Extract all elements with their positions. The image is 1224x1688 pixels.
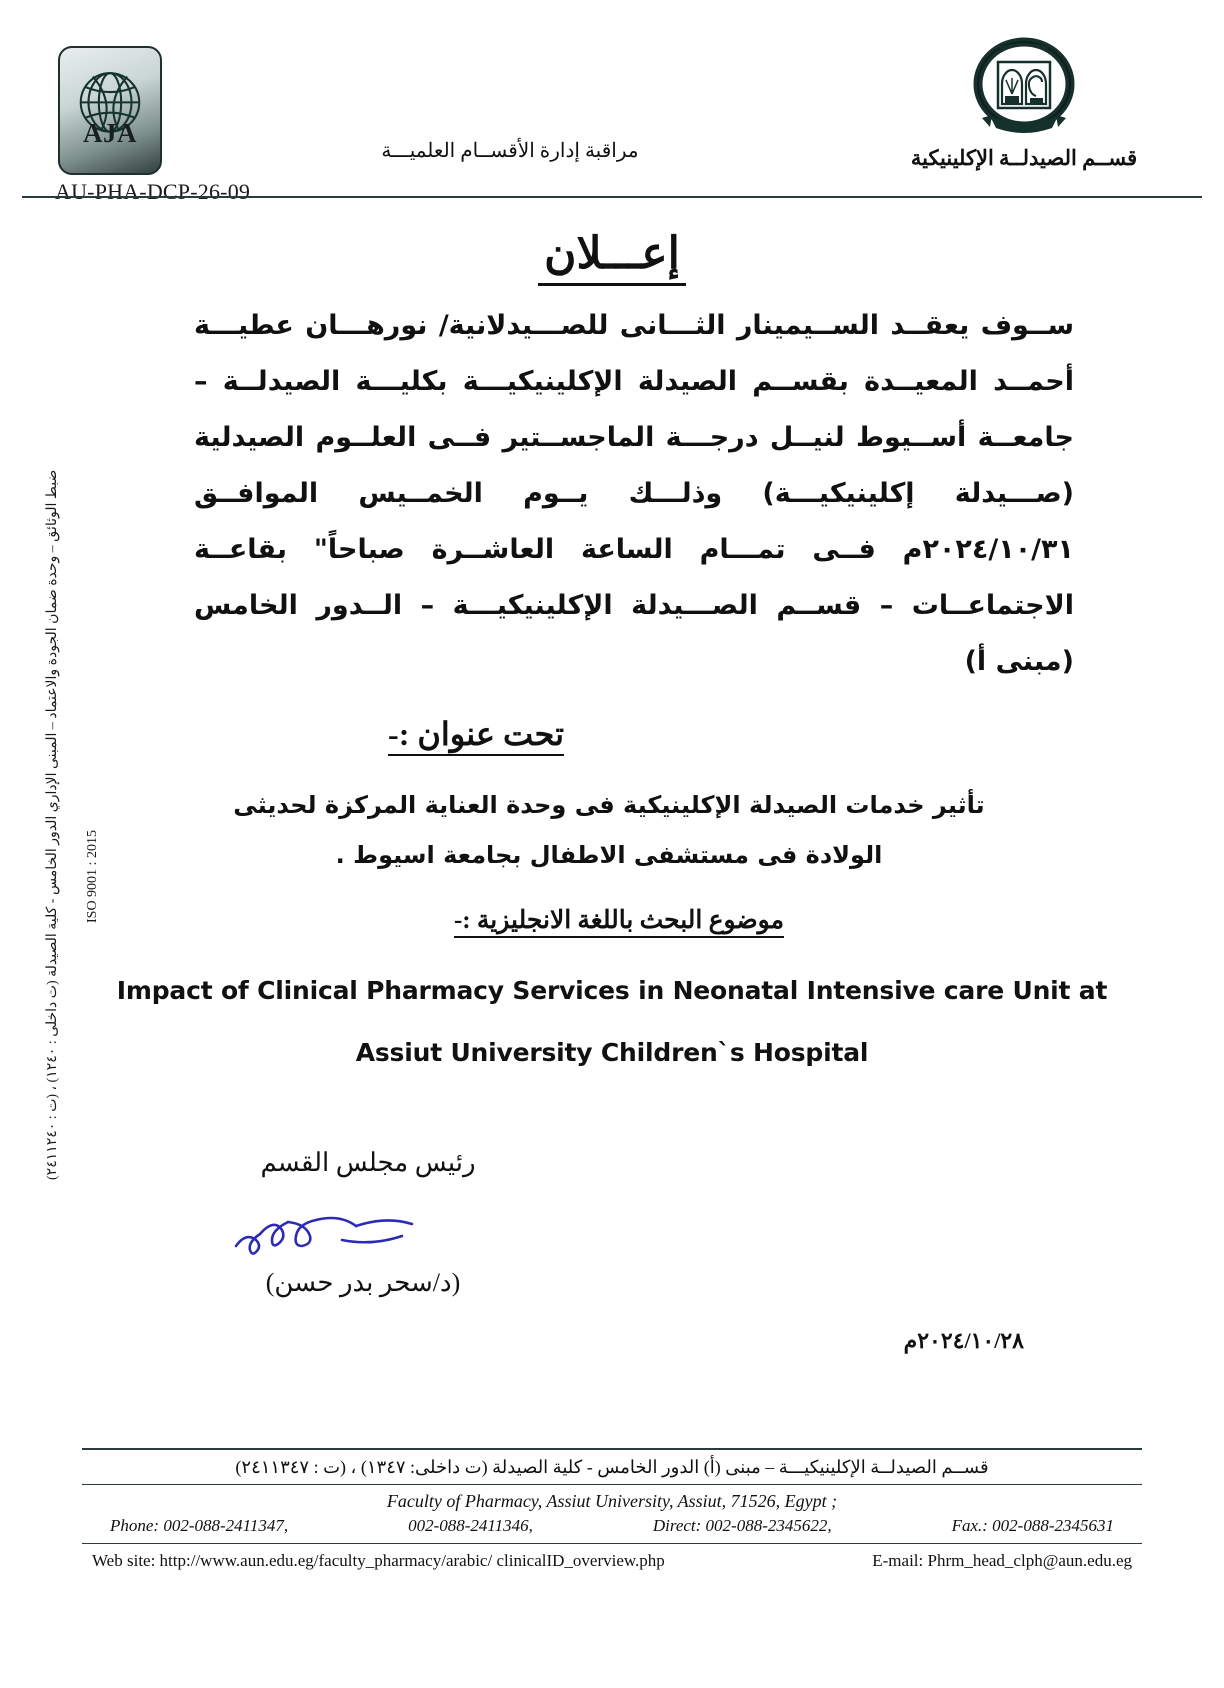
aja-logo: [55, 46, 251, 205]
page-title-text: إعـــلان: [538, 228, 686, 286]
handwritten-signature: [222, 1196, 512, 1266]
english-title-line-1: Impact of Clinical Pharmacy Services in Neonatal Intensive care Unit at: [116, 976, 1108, 1005]
announcement-body-text: ســوف يعقــد الســيمينار الثـــانى للصـــيدلانية/ نورهـــان عطيـــة أحمــد المعيــدة بقســم الصيدلة الإكلينيكيـــة بكليـــة الصيدلــة – جامعــة أســيوط لنيــل درجـــة الماجســتير فــى العلــوم الصيدلية (صـــيدلة إكلينيكيـــة) وذلـــك يــوم الخمــيس الموافــق ٢٠٢٤/١٠/٣١م فــى تمـــام الساعة العاشــرة صباحاً" بقاعــة الاجتماعــات – قســم الصـــيدلة الإكلينيكيـــة – الــدور الخامس (مبنى أ): [194, 310, 1074, 677]
header-divider: [22, 196, 1202, 198]
footer-phone: Phone: 002-088-2411347,: [110, 1516, 289, 1535]
side-document-control-note: [44, 470, 78, 1370]
under-title-heading: [388, 715, 564, 753]
university-emblem: [960, 36, 1088, 144]
document-reference-code: AU-PHA-DCP-26-09: [55, 179, 251, 204]
footer-direct-phone: Direct: 002-088-2345622,: [652, 1516, 832, 1535]
footer-website[interactable]: Web site: http://www.aun.edu.eg/faculty_pharmacy/arabic/ clinicalID_overview.php: [92, 1551, 665, 1570]
signature-role: رئيس مجلس القسم: [260, 1148, 476, 1177]
header-caption: مراقبة إدارة الأقســام العلميـــة: [381, 140, 639, 162]
footer-arabic-address: قســم الصيدلــة الإكلينيكيـــة – مبنى (أ) الدور الخامس - كلية الصيدلة (ت داخلى: ١٣٤٧) ، (ت : ٢٤١١٣٤٧): [235, 1457, 989, 1477]
side-note-line-2: ISO 9001 : 2015: [85, 830, 100, 923]
page-title: [0, 228, 1224, 286]
arabic-research-subject: تأثير خدمات الصيدلة الإكلينيكية فى وحدة العناية المركزة لحديثى الولادة فى مستشفى الاطفال بجامعة اسيوط .: [233, 791, 985, 869]
english-title-line-2: Assiut University Children`s Hospital: [355, 1038, 869, 1067]
aja-acronym: AJA: [83, 118, 137, 148]
document-footer: [82, 1448, 1142, 1571]
footer-english-address: Faculty of Pharmacy, Assiut University, Assiut, 71526, Egypt ;: [386, 1491, 838, 1511]
footer-phone-alt: 002-088-2411346,: [408, 1516, 533, 1535]
under-title-heading-text: تحت عنوان :-: [388, 716, 564, 756]
pharmacy-emblem-icon: [960, 36, 1088, 144]
department-block: [874, 36, 1174, 171]
signature-name: (د/سحر بدر حسن): [265, 1268, 461, 1297]
footer-fax: Fax.: 002-088-2345631: [951, 1516, 1114, 1535]
signature-date: ٢٠٢٤/١٠/٢٨م: [903, 1328, 1024, 1353]
department-name: قســم الصيدلــة الإكلينيكية: [910, 146, 1138, 170]
footer-phone-row: [82, 1514, 1142, 1543]
document-header: [0, 28, 1224, 204]
english-subject-heading: [454, 905, 784, 935]
english-research-title: [0, 960, 1224, 1084]
footer-contact-row: [82, 1543, 1142, 1571]
aja-badge: [58, 46, 162, 175]
announcement-body: [194, 298, 1074, 690]
footer-email[interactable]: E-mail: Phrm_head_clph@aun.edu.eg: [872, 1551, 1132, 1570]
side-note-line-1: ضبط الوثائق – وحدة ضمان الجودة والاعتماد – المبنى الإداري الدور الخامس - كلية الصيدلة (ت داخلى : ١٢٤٠) ، (ت : ٢٤١١٢٤٠): [45, 470, 60, 1181]
english-subject-heading-text: موضوع البحث باللغة الانجليزية :-: [454, 907, 784, 938]
